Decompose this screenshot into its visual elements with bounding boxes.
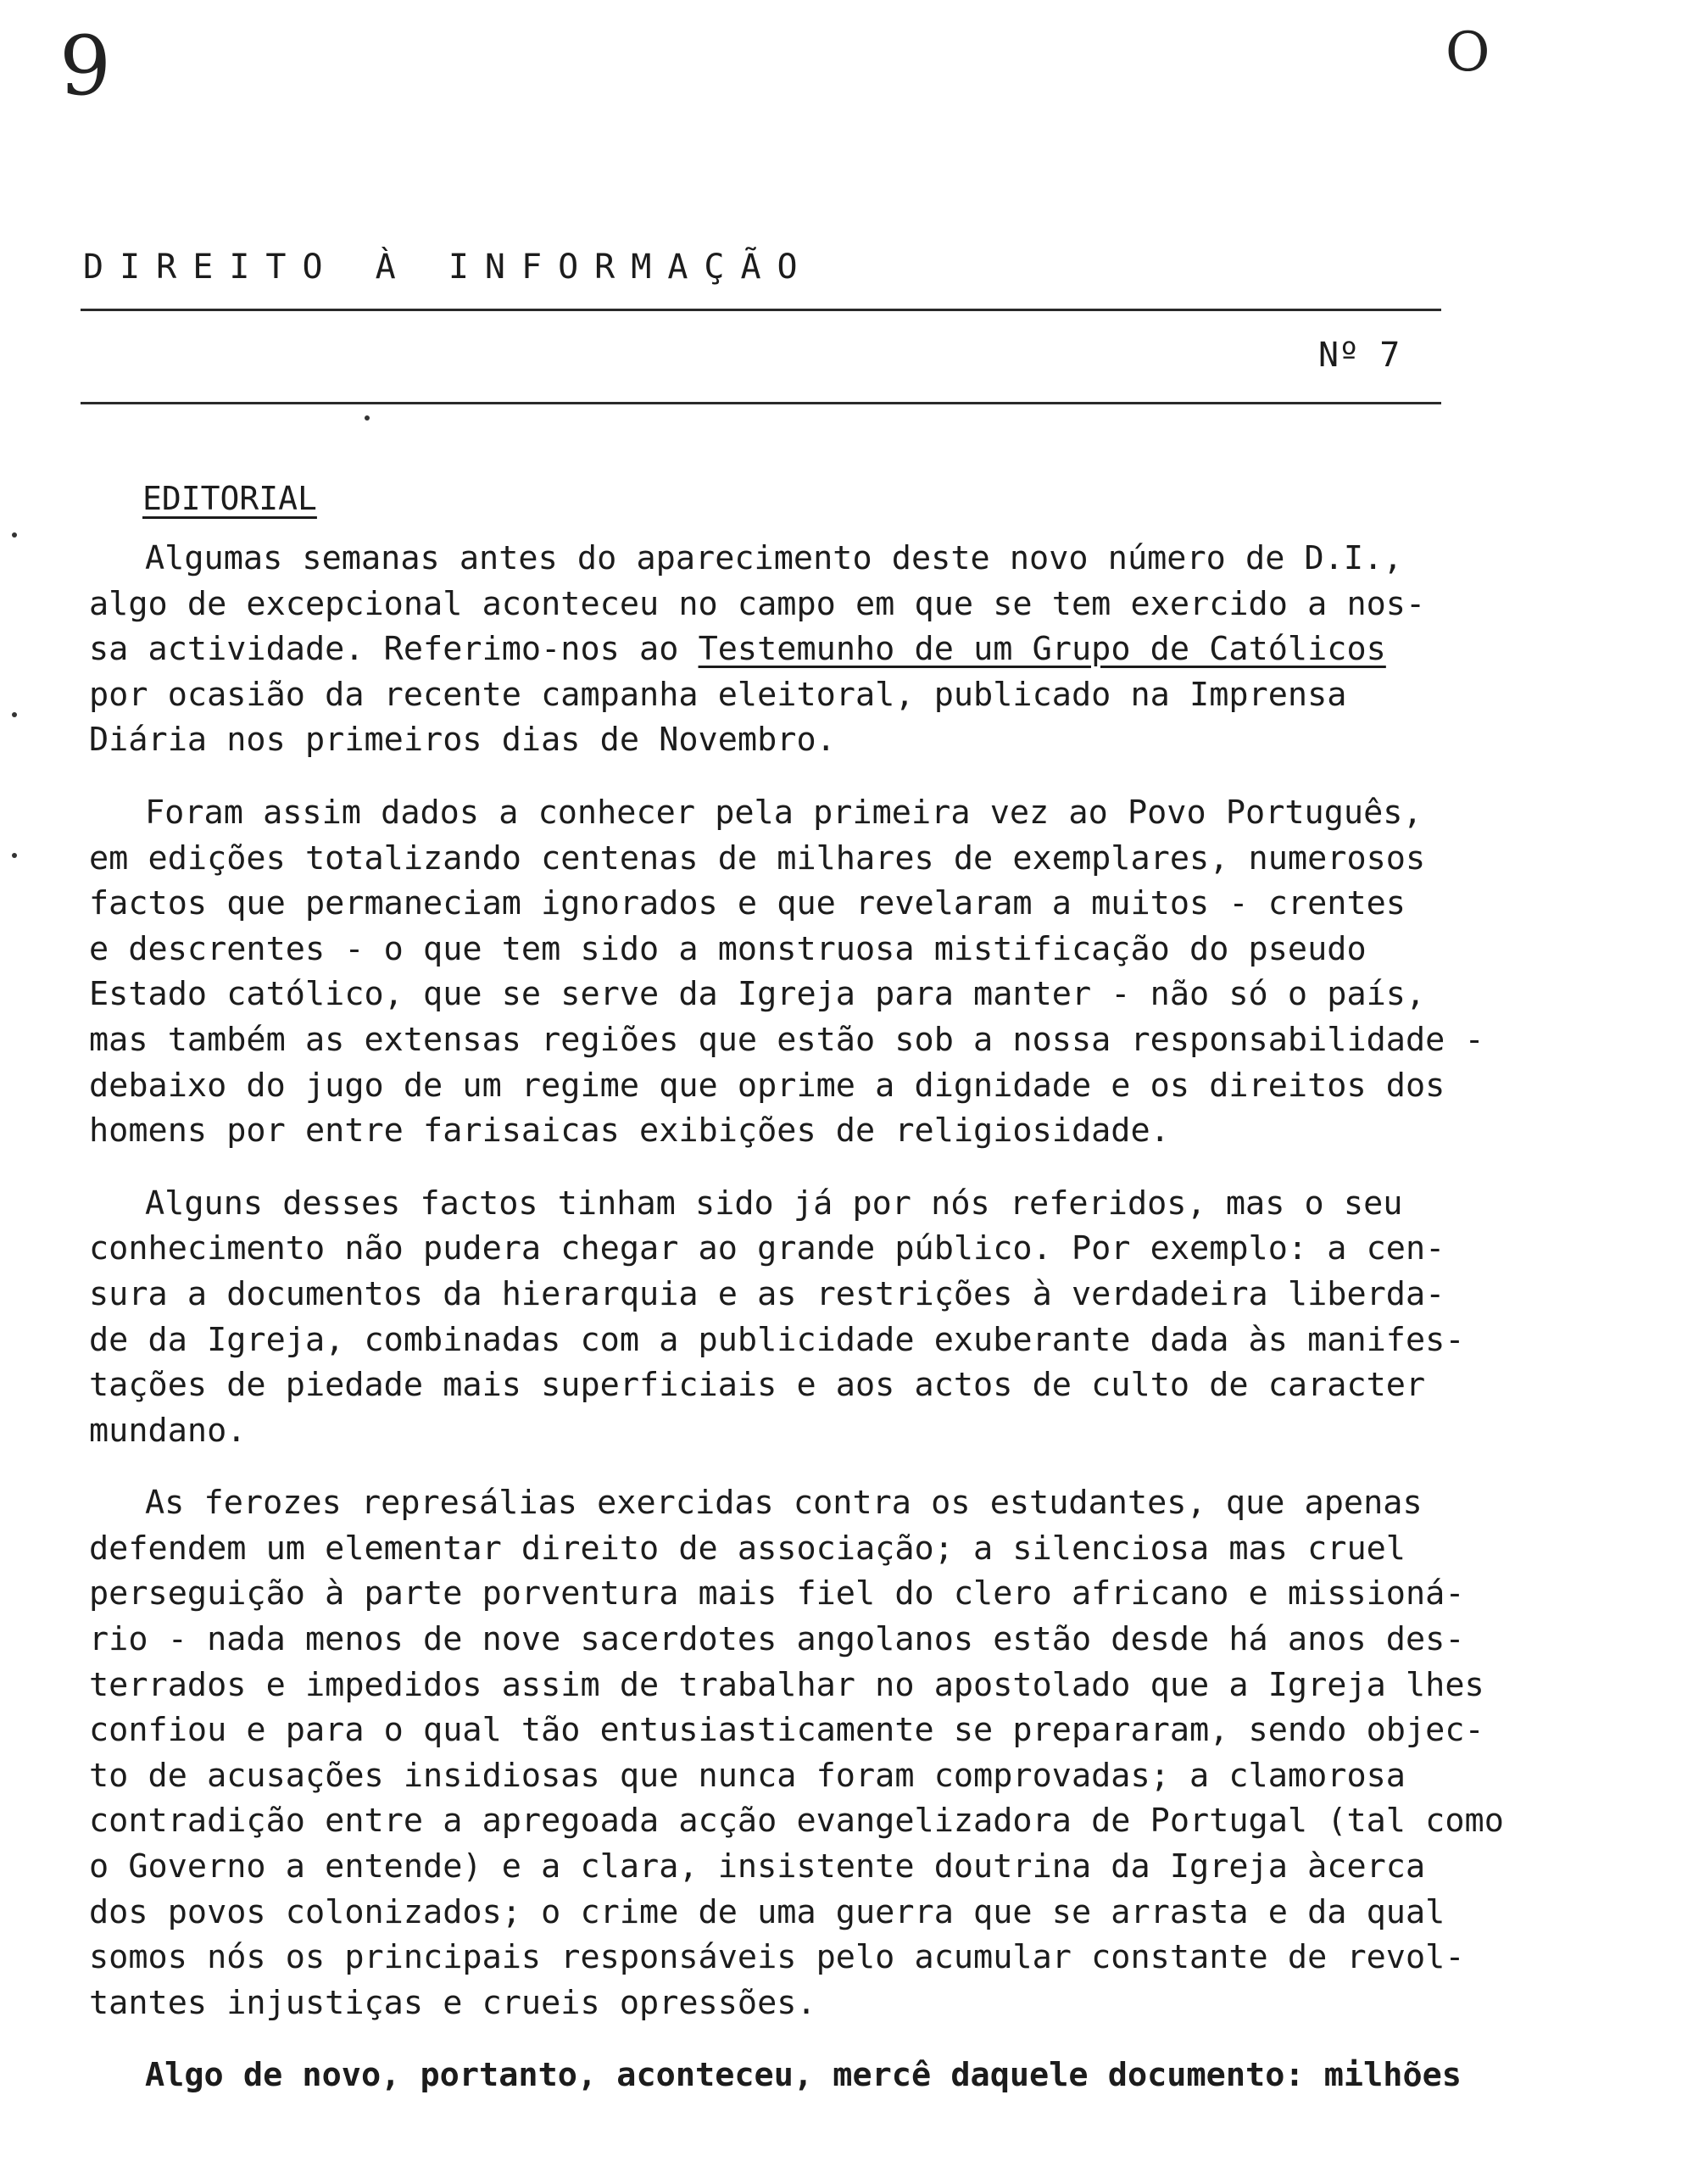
- text-line: As ferozes represálias exercidas contra os estudantes, que apenas: [145, 1484, 1423, 1523]
- text-line: rio - nada menos de nove sacerdotes angolanos estão desde há anos des-: [89, 1620, 1465, 1659]
- text-line: Diária nos primeiros dias de Novembro.: [89, 721, 836, 760]
- text-line: Algumas semanas antes do aparecimento deste novo número de D.I.,: [145, 539, 1403, 577]
- margin-speck: [12, 712, 17, 717]
- text-line: tações de piedade mais superficiais e aos actos de culto de caracter: [89, 1366, 1426, 1405]
- editorial-heading: EDITORIAL: [142, 480, 317, 517]
- paragraph-5: [89, 2053, 1547, 2098]
- text-line: o Governo a entende) e a clara, insistente doutrina da Igreja àcerca: [89, 1847, 1426, 1886]
- text-line: e descrentes - o que tem sido a monstruosa mistificação do pseudo: [89, 929, 1367, 968]
- paragraph-1: [89, 536, 1547, 763]
- corner-circle-mark: O: [1445, 21, 1490, 84]
- margin-speck: [365, 415, 370, 421]
- text-line: dos povos colonizados; o crime de uma guerra que se arrasta e da qual: [89, 1892, 1445, 1931]
- text-line: Algo de novo, portanto, aconteceu, mercê daquele documento: milhões: [145, 2056, 1462, 2095]
- text-line: de da Igreja, combinadas com a publicidade exuberante dada às manifes-: [89, 1320, 1465, 1359]
- text-line: debaixo do jugo de um regime que oprime a dignidade e os direitos dos: [89, 1066, 1445, 1105]
- text-line: conhecimento não pudera chegar ao grande público. Por exemplo: a cen-: [89, 1229, 1445, 1268]
- underlined-title: Testemunho de um Grupo de Católicos: [698, 630, 1386, 669]
- text-line: por ocasião da recente campanha eleitoral, publicado na Imprensa: [89, 675, 1347, 714]
- text-line: mundano.: [89, 1411, 247, 1450]
- editorial-body: [89, 536, 1547, 2126]
- text-line: terrados e impedidos assim de trabalhar no apostolado que a Igreja lhes: [89, 1665, 1484, 1704]
- margin-speck: [12, 853, 17, 858]
- text-line: somos nós os principais responsáveis pelo acumular constante de revol-: [89, 1938, 1465, 1977]
- text-line: contradição entre a apregoada acção evangelizadora de Portugal (tal como: [89, 1802, 1504, 1841]
- text-line: defendem um elementar direito de associação; a silenciosa mas cruel: [89, 1529, 1406, 1568]
- text-segment: sa actividade. Referimo-nos ao: [89, 630, 699, 669]
- paragraph-3: [89, 1181, 1547, 1454]
- text-line: tantes injustiças e crueis opressões.: [89, 1983, 816, 2022]
- text-line: Estado católico, que se serve da Igreja para manter - não só o país,: [89, 975, 1426, 1014]
- masthead-top-rule: [81, 309, 1441, 311]
- text-line: Alguns desses factos tinham sido já por nós referidos, mas o seu: [145, 1184, 1403, 1223]
- masthead-title: DIREITO À INFORMAÇÃO: [83, 248, 814, 287]
- issue-number: Nº 7: [1318, 336, 1401, 375]
- text-line: sura a documentos da hierarquia e as restrições à verdadeira liberda-: [89, 1274, 1445, 1313]
- masthead-bottom-rule: [81, 402, 1441, 404]
- text-line: Foram assim dados a conhecer pela primeira vez ao Povo Português,: [145, 793, 1423, 832]
- margin-speck: [12, 532, 17, 538]
- text-line: mas também as extensas regiões que estão sob a nossa responsabilidade -: [89, 1020, 1484, 1059]
- text-line: [89, 627, 1547, 672]
- paragraph-4: [89, 1480, 1547, 2025]
- paragraph-2: [89, 790, 1547, 1154]
- text-line: to de acusações insidiosas que nunca foram comprovadas; a clamorosa: [89, 1756, 1406, 1795]
- text-line: perseguição à parte porventura mais fiel do clero africano e missioná-: [89, 1574, 1465, 1613]
- text-line: confiou e para o qual tão entusiasticamente se prepararam, sendo objec-: [89, 1711, 1484, 1750]
- text-line: em edições totalizando centenas de milhares de exemplares, numerosos: [89, 838, 1426, 878]
- text-line: factos que permaneciam ignorados e que revelaram a muitos - crentes: [89, 884, 1406, 923]
- page-number-mark: 9: [59, 19, 112, 114]
- text-line: algo de excepcional aconteceu no campo em que se tem exercido a nos-: [89, 584, 1426, 623]
- text-line: homens por entre farisaicas exibições de religiosidade.: [89, 1112, 1170, 1150]
